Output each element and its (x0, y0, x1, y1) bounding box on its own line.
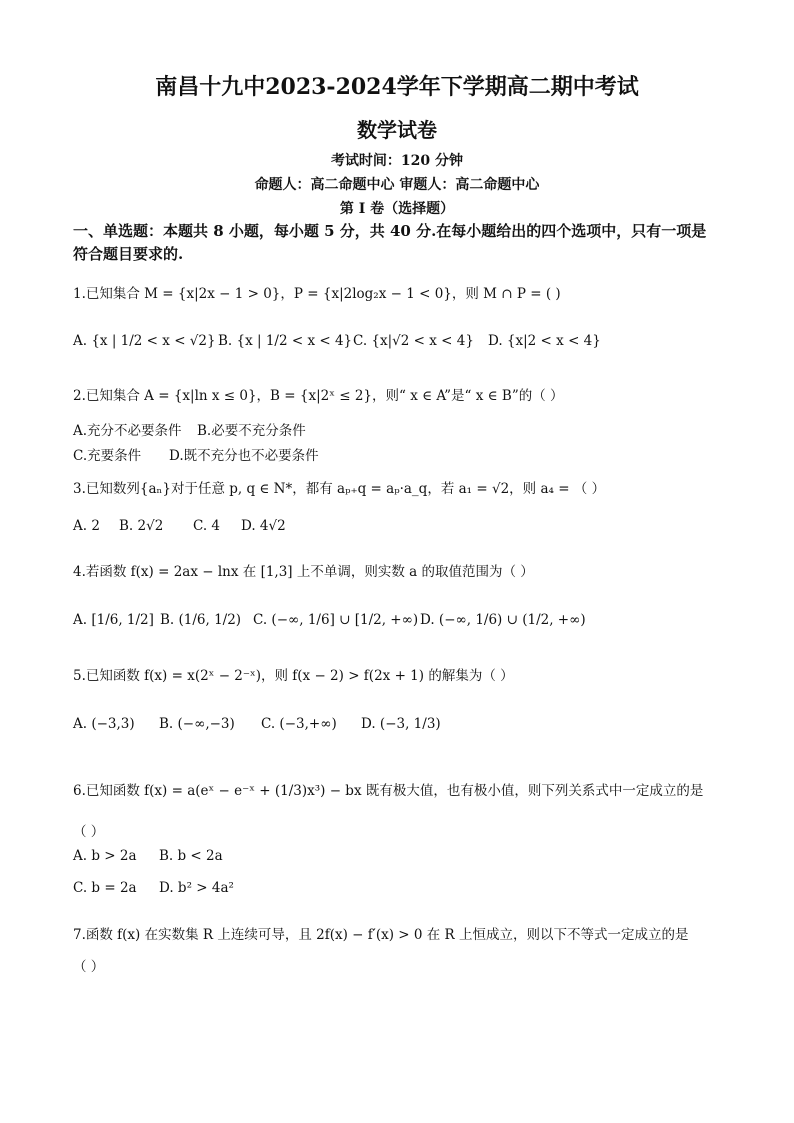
question-4-option-b: B. (1/6, 1/2) (160, 612, 242, 628)
question-3-option-b: B. 2√2 (119, 518, 164, 534)
question-3-option-c: C. 4 (193, 518, 221, 534)
question-3-option-a: A. 2 (73, 518, 100, 534)
question-2-option-b: B.必要不充分条件 (197, 423, 306, 439)
question-6-option-b: B. b < 2a (159, 848, 223, 864)
exam-title: 南昌十九中2023-2024学年下学期高二期中考试 (155, 74, 639, 100)
question-4-option-c: C. (−∞, 1/6] ∪ [1/2, +∞) (253, 612, 419, 628)
question-2-option-d: D.既不充分也不必要条件 (169, 448, 319, 464)
question-5-option-b: B. (−∞,−3) (159, 716, 235, 732)
question-7-bracket: （ ） (73, 959, 105, 975)
question-7-stem: 7.函数 f(x) 在实数集 R 上连续可导，且 2f(x) − f′(x) > 0 在 R 上恒成立，则以下不等式一定成立的是 (73, 927, 689, 943)
question-6-bracket: （ ） (73, 824, 105, 840)
exam-subtitle: 数学试卷 (357, 118, 437, 142)
volume-label: 第 I 卷（选择题） (339, 201, 455, 217)
question-3-option-d: D. 4√2 (241, 518, 286, 534)
question-4-option-a: A. [1/6, 1/2] (73, 612, 154, 628)
exam-authors: 命题人：高二命题中心 审题人：高二命题中心 (254, 177, 540, 193)
question-5-stem: 5.已知函数 f(x) = x(2ˣ − 2⁻ˣ)，则 f(x − 2) > f(2x + 1) 的解集为（ ） (73, 668, 514, 684)
question-2-stem: 2.已知集合 A = {x|ln x ≤ 0}，B = {x|2ˣ ≤ 2}，则“ x ∈ A”是“ x ∈ B”的（ ） (73, 388, 564, 404)
question-6-option-c: C. b = 2a (73, 880, 137, 896)
question-4-stem: 4.若函数 f(x) = 2ax − lnx 在 [1,3] 上不单调，则实数 a 的取值范围为（ ） (73, 564, 534, 580)
question-5-option-c: C. (−3,+∞) (261, 716, 337, 732)
question-5-option-d: D. (−3, 1/3) (361, 716, 441, 732)
question-1-option-a: A. {x | 1/2 < x < √2} (73, 333, 216, 349)
question-2-option-c: C.充要条件 (73, 448, 142, 464)
question-2-option-a: A.充分不必要条件 (73, 423, 182, 439)
question-4-option-d: D. (−∞, 1/6) ∪ (1/2, +∞) (420, 612, 586, 628)
section-line-1: 一、单选题：本题共 8 小题，每小题 5 分，共 40 分.在每小题给出的四个选项中，只有一项是 (73, 222, 707, 240)
question-1-option-b: B. {x | 1/2 < x < 4} (218, 333, 353, 349)
question-5-option-a: A. (−3,3) (73, 716, 135, 732)
section-heading (73, 220, 733, 266)
question-1-option-c: C. {x|√2 < x < 4} (353, 333, 474, 349)
question-6-option-d: D. b² > 4a² (159, 880, 234, 896)
question-6-stem: 6.已知函数 f(x) = a(eˣ − e⁻ˣ + (1/3)x³) − bx 既有极大值，也有极小值，则下列关系式中一定成立的是 (73, 783, 704, 799)
exam-time: 考试时间：120 分钟 (330, 153, 464, 169)
question-6-option-a: A. b > 2a (73, 848, 137, 864)
question-1-option-d: D. {x|2 < x < 4} (488, 333, 601, 349)
section-line-2: 符合题目要求的. (73, 245, 184, 263)
question-1-stem: 1.已知集合 M = {x|2x − 1 > 0}，P = {x|2log₂x − 1 < 0}，则 M ∩ P = ( ) (73, 286, 561, 302)
question-3-stem: 3.已知数列{aₙ}对于任意 p, q ∈ N*，都有 aₚ₊q = aₚ·a_q，若 a₁ = √2，则 a₄ = （ ） (73, 481, 606, 497)
